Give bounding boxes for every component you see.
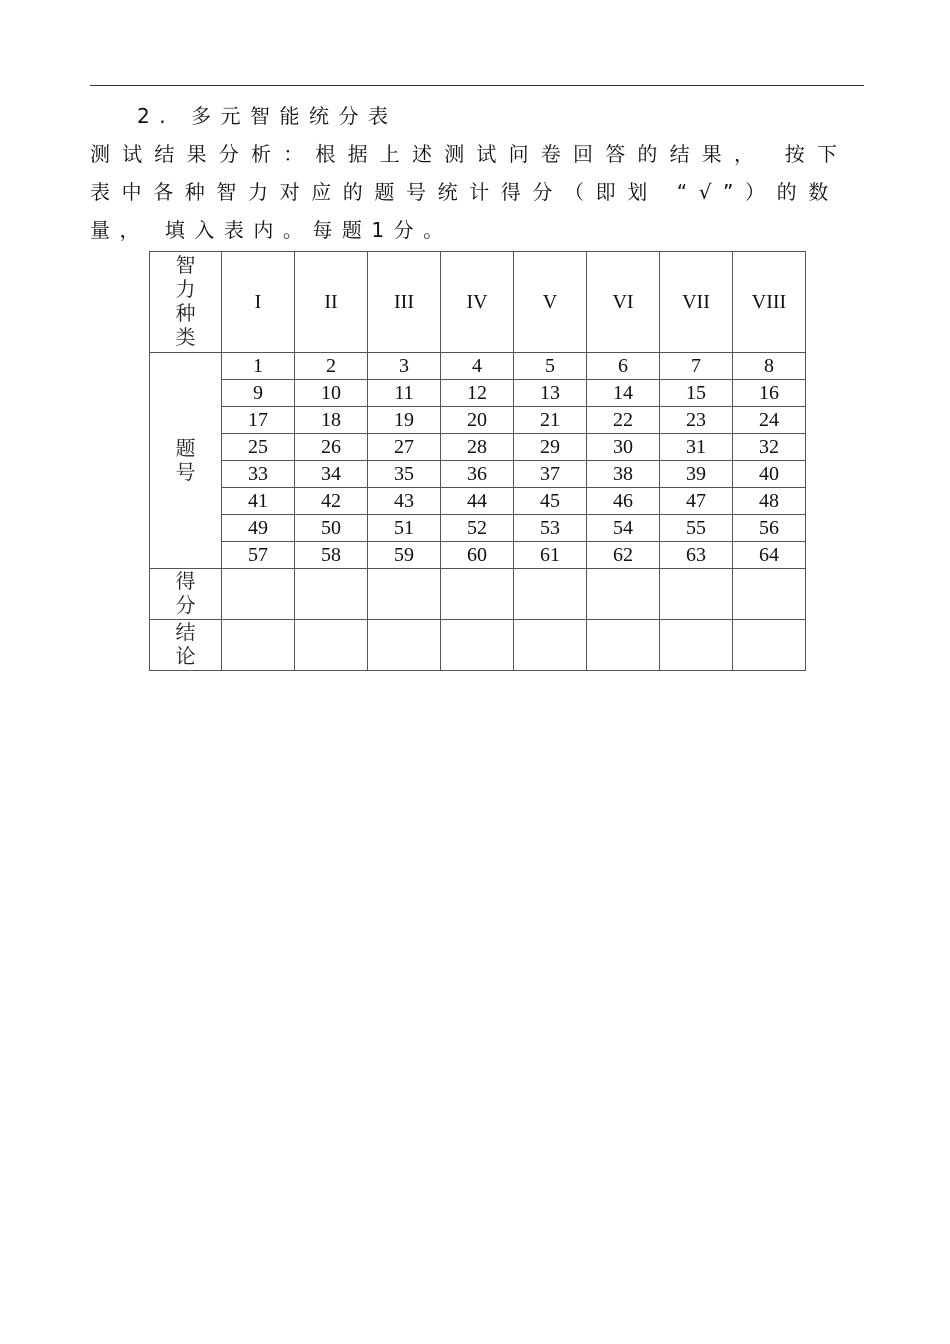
question-number-cell: 20 <box>441 407 514 434</box>
question-number-cell: 52 <box>441 515 514 542</box>
question-number-cell: 5 <box>514 353 587 380</box>
question-row <box>150 461 806 488</box>
question-number-cell: 46 <box>587 488 660 515</box>
question-number-cell: 56 <box>733 515 806 542</box>
question-row <box>150 407 806 434</box>
question-number-cell: 32 <box>733 434 806 461</box>
question-row <box>150 488 806 515</box>
category-cell: VII <box>660 252 733 353</box>
question-row <box>150 353 806 380</box>
question-number-cell: 11 <box>368 380 441 407</box>
question-row <box>150 515 806 542</box>
question-number-cell: 53 <box>514 515 587 542</box>
question-number-cell: 27 <box>368 434 441 461</box>
question-number-cell: 51 <box>368 515 441 542</box>
question-number-cell: 14 <box>587 380 660 407</box>
question-number-cell: 21 <box>514 407 587 434</box>
category-cell: VI <box>587 252 660 353</box>
question-number-cell: 23 <box>660 407 733 434</box>
question-number-cell: 63 <box>660 542 733 569</box>
question-number-cell: 47 <box>660 488 733 515</box>
category-cell: V <box>514 252 587 353</box>
question-number-cell: 55 <box>660 515 733 542</box>
conclusion-input-cell[interactable] <box>368 620 441 671</box>
header-rule <box>90 85 864 86</box>
question-number-cell: 7 <box>660 353 733 380</box>
question-number-cell: 1 <box>222 353 295 380</box>
score-input-cell[interactable] <box>441 569 514 620</box>
question-number-cell: 31 <box>660 434 733 461</box>
question-number-cell: 28 <box>441 434 514 461</box>
category-header-label-cell <box>150 252 222 353</box>
question-number-cell: 43 <box>368 488 441 515</box>
question-number-cell: 8 <box>733 353 806 380</box>
question-row <box>150 380 806 407</box>
section-heading: 2. 多元智能统分表 <box>137 104 398 128</box>
question-number-cell: 64 <box>733 542 806 569</box>
question-number-cell: 12 <box>441 380 514 407</box>
question-number-cell: 60 <box>441 542 514 569</box>
question-number-cell: 39 <box>660 461 733 488</box>
question-number-cell: 58 <box>295 542 368 569</box>
question-number-cell: 48 <box>733 488 806 515</box>
question-number-cell: 49 <box>222 515 295 542</box>
score-input-cell[interactable] <box>514 569 587 620</box>
question-number-cell: 40 <box>733 461 806 488</box>
conclusion-input-cell[interactable] <box>441 620 514 671</box>
score-input-cell[interactable] <box>660 569 733 620</box>
question-number-cell: 18 <box>295 407 368 434</box>
score-label: 得分 <box>175 569 196 617</box>
question-number-cell: 41 <box>222 488 295 515</box>
score-input-cell[interactable] <box>587 569 660 620</box>
question-row <box>150 542 806 569</box>
question-number-cell: 19 <box>368 407 441 434</box>
score-table <box>149 251 806 671</box>
question-number-cell: 25 <box>222 434 295 461</box>
conclusion-input-cell[interactable] <box>514 620 587 671</box>
instruction-line-2: 表中各种智力对应的题号统计得分（即划 “√”）的数 <box>90 180 840 204</box>
score-input-cell[interactable] <box>368 569 441 620</box>
question-row <box>150 434 806 461</box>
question-number-cell: 59 <box>368 542 441 569</box>
question-number-cell: 42 <box>295 488 368 515</box>
conclusion-input-cell[interactable] <box>660 620 733 671</box>
question-number-cell: 44 <box>441 488 514 515</box>
question-number-cell: 6 <box>587 353 660 380</box>
question-number-cell: 9 <box>222 380 295 407</box>
question-number-cell: 61 <box>514 542 587 569</box>
category-cell: VIII <box>733 252 806 353</box>
category-header-row <box>150 252 806 353</box>
question-number-cell: 57 <box>222 542 295 569</box>
question-number-cell: 10 <box>295 380 368 407</box>
score-input-cell[interactable] <box>295 569 368 620</box>
category-cell: I <box>222 252 295 353</box>
question-number-cell: 26 <box>295 434 368 461</box>
conclusion-label-cell <box>150 620 222 671</box>
question-number-cell: 17 <box>222 407 295 434</box>
score-row <box>150 569 806 620</box>
question-number-cell: 36 <box>441 461 514 488</box>
instruction-line-3: 量， 填入表内。每题1分。 <box>90 218 453 242</box>
question-number-cell: 4 <box>441 353 514 380</box>
score-input-cell[interactable] <box>222 569 295 620</box>
question-number-cell: 34 <box>295 461 368 488</box>
question-number-cell: 2 <box>295 353 368 380</box>
instruction-line-1: 测试结果分析：根据上述测试问卷回答的结果， 按下 <box>90 142 850 166</box>
conclusion-input-cell[interactable] <box>295 620 368 671</box>
conclusion-input-cell[interactable] <box>222 620 295 671</box>
question-number-cell: 62 <box>587 542 660 569</box>
question-number-cell: 33 <box>222 461 295 488</box>
question-number-cell: 54 <box>587 515 660 542</box>
question-number-cell: 38 <box>587 461 660 488</box>
question-number-cell: 29 <box>514 434 587 461</box>
category-cell: II <box>295 252 368 353</box>
questions-label-cell <box>150 353 222 569</box>
question-number-cell: 50 <box>295 515 368 542</box>
question-number-cell: 13 <box>514 380 587 407</box>
question-number-cell: 16 <box>733 380 806 407</box>
category-cell: IV <box>441 252 514 353</box>
question-number-cell: 22 <box>587 407 660 434</box>
conclusion-input-cell[interactable] <box>587 620 660 671</box>
question-number-cell: 30 <box>587 434 660 461</box>
score-input-cell[interactable] <box>733 569 806 620</box>
question-number-cell: 37 <box>514 461 587 488</box>
question-number-cell: 45 <box>514 488 587 515</box>
question-number-cell: 15 <box>660 380 733 407</box>
conclusion-input-cell[interactable] <box>733 620 806 671</box>
conclusion-row <box>150 620 806 671</box>
score-label-cell <box>150 569 222 620</box>
question-number-cell: 24 <box>733 407 806 434</box>
category-header-label: 智力种类 <box>175 253 196 349</box>
category-cell: III <box>368 252 441 353</box>
question-number-cell: 35 <box>368 461 441 488</box>
conclusion-label: 结论 <box>175 620 196 668</box>
question-number-cell: 3 <box>368 353 441 380</box>
questions-label: 题号 <box>175 435 196 484</box>
